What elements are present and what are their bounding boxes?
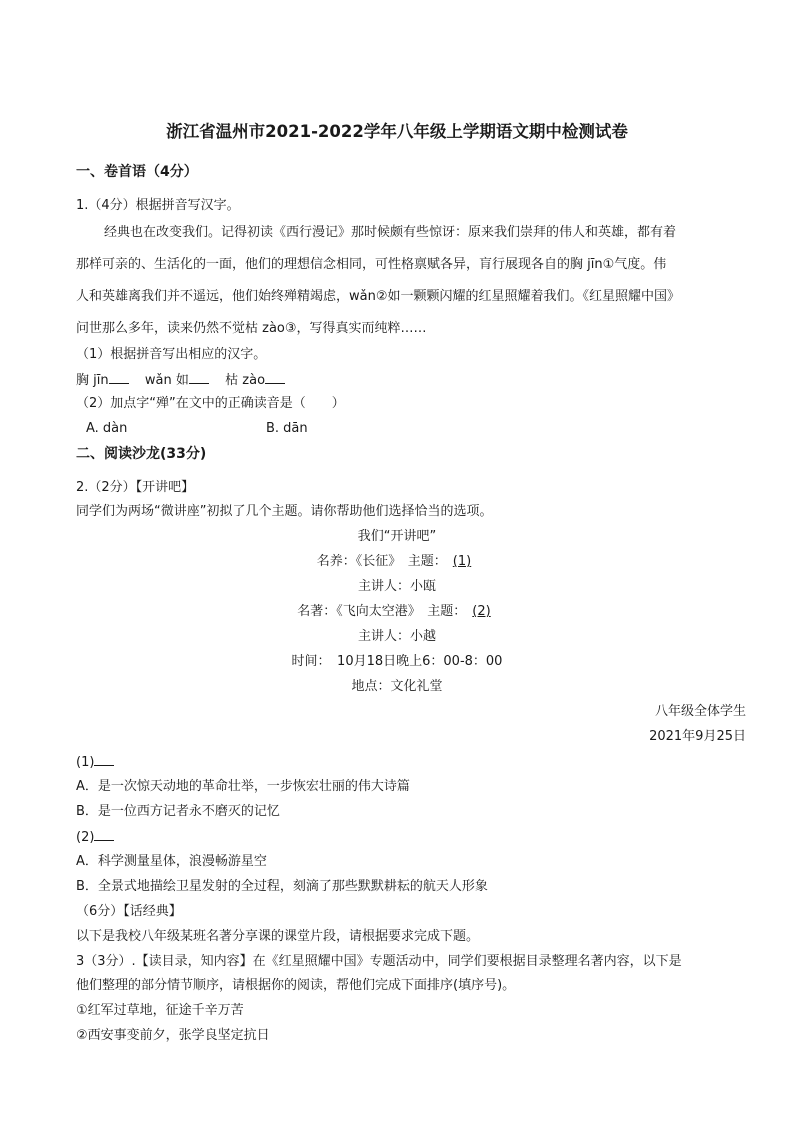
q2-part-2-label: (2) xyxy=(76,830,95,845)
passage-line-3: 人和英雄离我们并不遥远，他们始终殚精竭虑，wǎn②如一颗颗闪耀的红星照耀着我们。《红星照耀中国》 xyxy=(76,289,680,304)
poster-line-1-name: 名养：《长征》 主题： xyxy=(316,554,447,569)
q3-item-2: ②西安事变前夕，张学良坚定抗日 xyxy=(76,1028,270,1043)
poster-speaker-2: 主讲人：小越 xyxy=(357,629,436,644)
poster-time: 时间： 10月18日晚上6：00-8：00 xyxy=(291,654,503,669)
fill-a-blank[interactable] xyxy=(109,371,129,384)
passage-line-2: 那样可亲的、生活化的一面，他们的理想信念相同，可性格禀赋各异，肓行展现各自的胸 jīn①气度。伟 xyxy=(76,257,667,272)
fill-a-label: 胸 jīn xyxy=(76,373,109,388)
q2-part-1-blank[interactable] xyxy=(94,753,114,766)
passage-line-1: 经典也在改变我们。记得初读《西行漫记》那时候颇有些惊讶：原来我们崇拜的伟人和英雄，都有着 xyxy=(104,225,677,240)
poster-blank-2[interactable]: (2) xyxy=(472,604,491,619)
poster-speaker-1: 主讲人：小瓯 xyxy=(357,579,436,594)
q2-part-2 xyxy=(76,828,114,847)
section-2-heading: 二、阅读沙龙(33分) xyxy=(76,446,207,462)
poster-line-1 xyxy=(0,553,794,571)
q2-part-2-option-b[interactable]: B．全景式地描绘卫星发射的全过程，刻滴了那些默默耕耘的航天人形象 xyxy=(76,879,488,894)
question-2-label: 2.（2分）【开讲吧】 xyxy=(76,480,195,495)
q2-part-1 xyxy=(76,753,114,772)
q2-part-1-label: (1) xyxy=(76,755,95,770)
poster-line-2-name: 名著：《飞向太空港》 主题： xyxy=(297,604,467,619)
group-intro: 以下是我校八年级某班名著分享课的课堂片段，请根据要求完成下题。 xyxy=(76,929,480,944)
poster-line-2 xyxy=(0,603,794,621)
question-3-line-1: 3（3分）.【读目录，知内容】在《红星照耀中国》专题活动中，同学们要根据目录整理名著内容，以下是 xyxy=(76,954,682,969)
poster-signature: 八年级全体学生 xyxy=(654,704,746,719)
section-1-heading: 一、卷首语（4分） xyxy=(76,164,198,180)
q1-option-a[interactable]: A. dàn xyxy=(86,421,128,436)
question-3-line-2: 他们整理的部分情节顺序，请根据你的阅读，帮他们完成下面排序(填序号)。 xyxy=(76,978,516,993)
question-2-intro: 同学们为两场“微讲座”初拟了几个主题。请你帮助他们选择恰当的选项。 xyxy=(76,504,493,519)
group-label: （6分）【话经典】 xyxy=(76,904,182,919)
fill-c-label: 枯 zào xyxy=(225,373,266,388)
question-1-label: 1.（4分）根据拼音写汉字。 xyxy=(76,198,240,213)
q2-part-2-option-a[interactable]: A．科学测量星体，浪漫畅游星空 xyxy=(76,854,267,869)
q3-item-1: ①红军过草地，征途千辛万苦 xyxy=(76,1003,244,1018)
fill-c-blank[interactable] xyxy=(265,371,285,384)
poster-title: 我们“开讲吧” xyxy=(357,529,437,544)
q2-part-2-blank[interactable] xyxy=(94,828,114,841)
poster-date: 2021年9月25日 xyxy=(649,729,746,744)
q1-option-b[interactable]: B. dān xyxy=(266,421,308,436)
q1-fill-row xyxy=(76,371,285,390)
q2-part-1-option-a[interactable]: A．是一次惊天动地的革命壮举，一步恢宏壮丽的伟大诗篇 xyxy=(76,779,410,794)
q1-sub2: （2）加点字“殚”在文中的正确读音是（ ） xyxy=(76,396,345,411)
page-title: 浙江省温州市2021-2022学年八年级上学期语文期中检测试卷 xyxy=(166,122,628,141)
fill-b-blank[interactable] xyxy=(189,371,209,384)
q1-sub1: （1）根据拼音写出相应的汉字。 xyxy=(76,347,267,362)
passage-line-4: 问世那么多年，读来仍然不觉枯 zào③，写得真实而纯粹…… xyxy=(76,321,427,336)
poster-place: 地点：文化礼堂 xyxy=(351,679,443,694)
fill-b-label: wǎn 如 xyxy=(144,373,189,388)
q2-part-1-option-b[interactable]: B．是一位西方记者永不磨灭的记忆 xyxy=(76,804,280,819)
poster-blank-1[interactable]: (1) xyxy=(452,554,472,569)
